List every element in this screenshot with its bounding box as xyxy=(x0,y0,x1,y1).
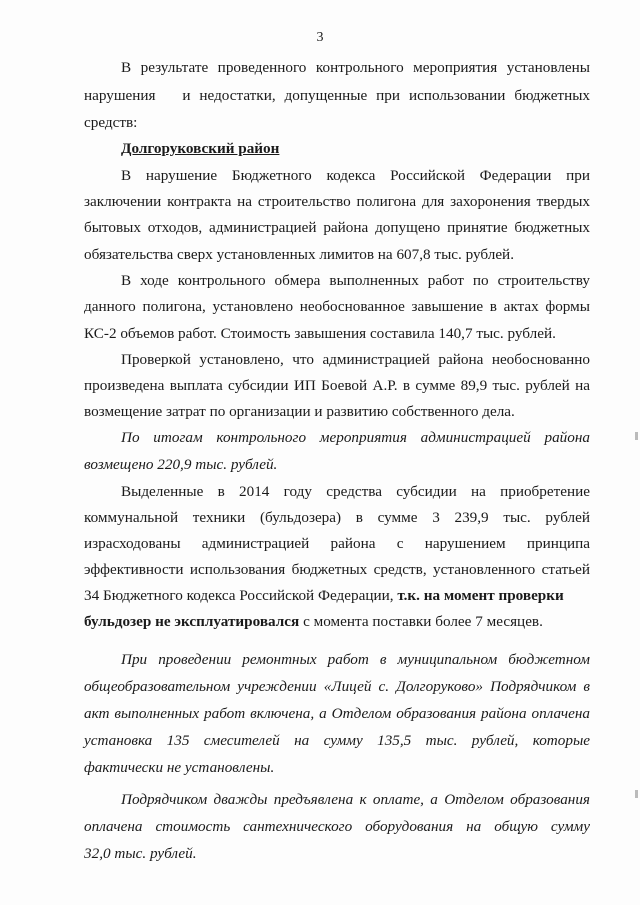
paragraph-1-line-3: средств: xyxy=(84,114,138,131)
paragraph-5-line-2: возмещено 220,9 тыс. рублей. xyxy=(84,456,278,473)
paragraph-6-line-6-text: с момента поставки более 7 месяцев. xyxy=(299,613,543,630)
paragraph-1-line-1: В результате проведенного контрольного мероприятия установлены xyxy=(121,59,590,76)
district-heading: Долгоруковский район xyxy=(121,140,280,157)
page-number: 3 xyxy=(316,30,324,45)
paragraph-2-line-4: обязательства сверх установленных лимитов на 607,8 тыс. рублей. xyxy=(84,246,514,263)
paragraph-1-line-2: нарушения и недостатки, допущенные при использовании бюджетных xyxy=(84,87,590,104)
paragraph-6-line-5-bold: т.к. на момент проверки xyxy=(397,587,564,604)
paragraph-2-line-2: заключении контракта на строительство полигона для захоронения твердых xyxy=(84,193,590,210)
paragraph-6-line-1: Выделенные в 2014 году средства субсидии на приобретение xyxy=(121,483,590,500)
paragraph-7-line-1: При проведении ремонтных работ в муниципальном бюджетном xyxy=(121,651,590,668)
paragraph-6-line-5 xyxy=(84,586,590,606)
paragraph-4-line-1: Проверкой установлено, что администрацией района необоснованно xyxy=(121,351,590,368)
paragraph-6-line-5-text: 34 Бюджетного кодекса Российской Федерации, xyxy=(84,587,398,604)
paragraph-3-line-1: В ходе контрольного обмера выполненных работ по строительству xyxy=(121,272,590,289)
paragraph-8-line-2: оплачена стоимость сантехнического оборудования на общую сумму xyxy=(84,818,590,835)
scan-edge-mark xyxy=(635,790,638,798)
paragraph-5-line-1: По итогам контрольного мероприятия администрацией района xyxy=(121,429,590,446)
paragraph-6-line-3: израсходованы администрацией района с нарушением принципа xyxy=(84,535,590,552)
paragraph-7-line-3: акт выполненных работ включена, а Отделом образования района оплачена xyxy=(84,705,590,722)
paragraph-2-line-1: В нарушение Бюджетного кодекса Российской Федерации при xyxy=(121,167,590,184)
paragraph-6-line-6-bold: бульдозер не эксплуатировался xyxy=(84,613,300,630)
paragraph-2-line-3: бытовых отходов, администрацией района допущено принятие бюджетных xyxy=(84,219,590,236)
paragraph-6-line-6 xyxy=(84,612,590,632)
paragraph-3-line-2: данного полигона, установлено необоснованное завышение в актах формы xyxy=(84,298,590,315)
paragraph-7-line-2: общеобразовательном учреждении «Лицей с. Долгоруково» Подрядчиком в xyxy=(84,678,590,695)
paragraph-8-line-1: Подрядчиком дважды предъявлена к оплате, а Отделом образования xyxy=(121,791,590,808)
paragraph-4-line-2: произведена выплата субсидии ИП Боевой А.Р. в сумме 89,9 тыс. рублей на xyxy=(84,377,590,394)
paragraph-8-line-3: 32,0 тыс. рублей. xyxy=(84,845,197,862)
paragraph-6-line-4: эффективности использования бюджетных средств, установленного статьей xyxy=(84,561,590,578)
scan-edge-mark xyxy=(635,432,638,440)
paragraph-4-line-3: возмещение затрат по организации и развитию собственного дела. xyxy=(84,403,515,420)
paragraph-6-line-2: коммунальной техники (бульдозера) в сумме 3 239,9 тыс. рублей xyxy=(84,509,590,526)
paragraph-7-line-5: фактически не установлены. xyxy=(84,759,275,776)
paragraph-3-line-3: КС-2 объемов работ. Стоимость завышения составила 140,7 тыс. рублей. xyxy=(84,325,556,342)
paragraph-7-line-4: установка 135 смесителей на сумму 135,5 тыс. рублей, которые xyxy=(84,732,590,749)
